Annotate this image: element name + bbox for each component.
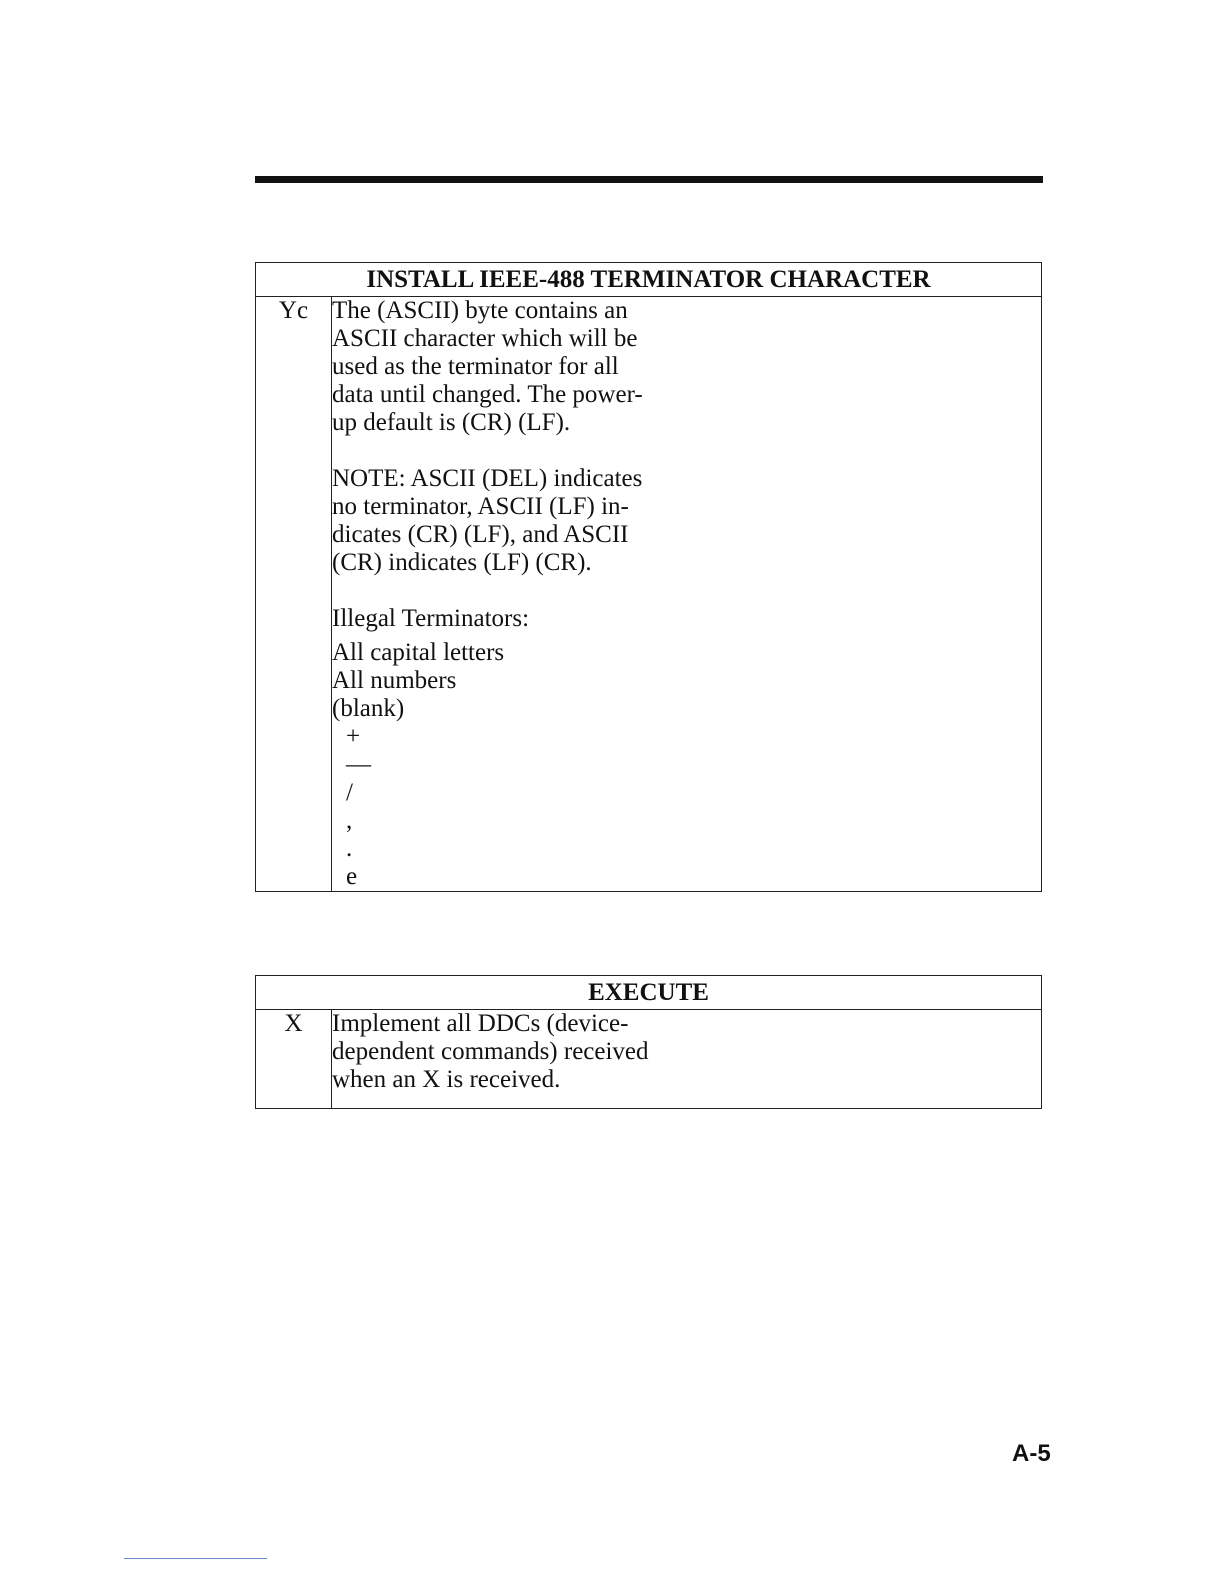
text-line: dependent commands) received xyxy=(332,1038,649,1065)
top-rule xyxy=(255,176,1043,183)
text-line: no terminator, ASCII (LF) in- xyxy=(332,493,629,520)
terminator-command-code: Yc xyxy=(256,297,332,892)
execute-description xyxy=(332,1010,1042,1109)
execute-table-title: EXECUTE xyxy=(256,976,1042,1010)
illegal-symbol: . xyxy=(346,835,353,862)
illegal-symbol: e xyxy=(346,863,358,890)
text-line: when an X is received. xyxy=(332,1066,561,1093)
text-line: used as the terminator for all xyxy=(332,353,619,380)
text-line: (CR) indicates (LF) (CR). xyxy=(332,549,592,576)
page-number: A-5 xyxy=(1012,1440,1051,1467)
text-line: Implement all DDCs (device- xyxy=(332,1010,629,1037)
illegal-symbol: + xyxy=(346,723,361,750)
illegal-item: All capital letters xyxy=(332,639,505,666)
execute-command-code: X xyxy=(256,1010,332,1109)
text-line: up default is (CR) (LF). xyxy=(332,409,571,436)
text-line: data until changed. The power- xyxy=(332,381,643,408)
illegal-terminators-list xyxy=(332,605,1041,891)
terminator-description xyxy=(332,297,1042,892)
text-line: NOTE: ASCII (DEL) indicates xyxy=(332,465,643,492)
illegal-symbol: , xyxy=(346,807,353,834)
illegal-item: All numbers xyxy=(332,667,457,694)
scan-edge-line xyxy=(124,1558,267,1559)
terminator-command-table xyxy=(255,262,1042,892)
illegal-symbol: — xyxy=(346,751,371,778)
execute-command-table xyxy=(255,975,1042,1109)
illegal-symbol: / xyxy=(346,779,353,806)
terminator-table-title: INSTALL IEEE-488 TERMINATOR CHARACTER xyxy=(256,263,1042,297)
illegal-item: (blank) xyxy=(332,695,405,722)
terminator-note xyxy=(332,465,1041,577)
illegal-heading: Illegal Terminators: xyxy=(332,605,530,632)
text-line: ASCII character which will be xyxy=(332,325,638,352)
terminator-description-para xyxy=(332,297,1041,437)
text-line: dicates (CR) (LF), and ASCII xyxy=(332,521,629,548)
text-line: The (ASCII) byte contains an xyxy=(332,297,628,324)
